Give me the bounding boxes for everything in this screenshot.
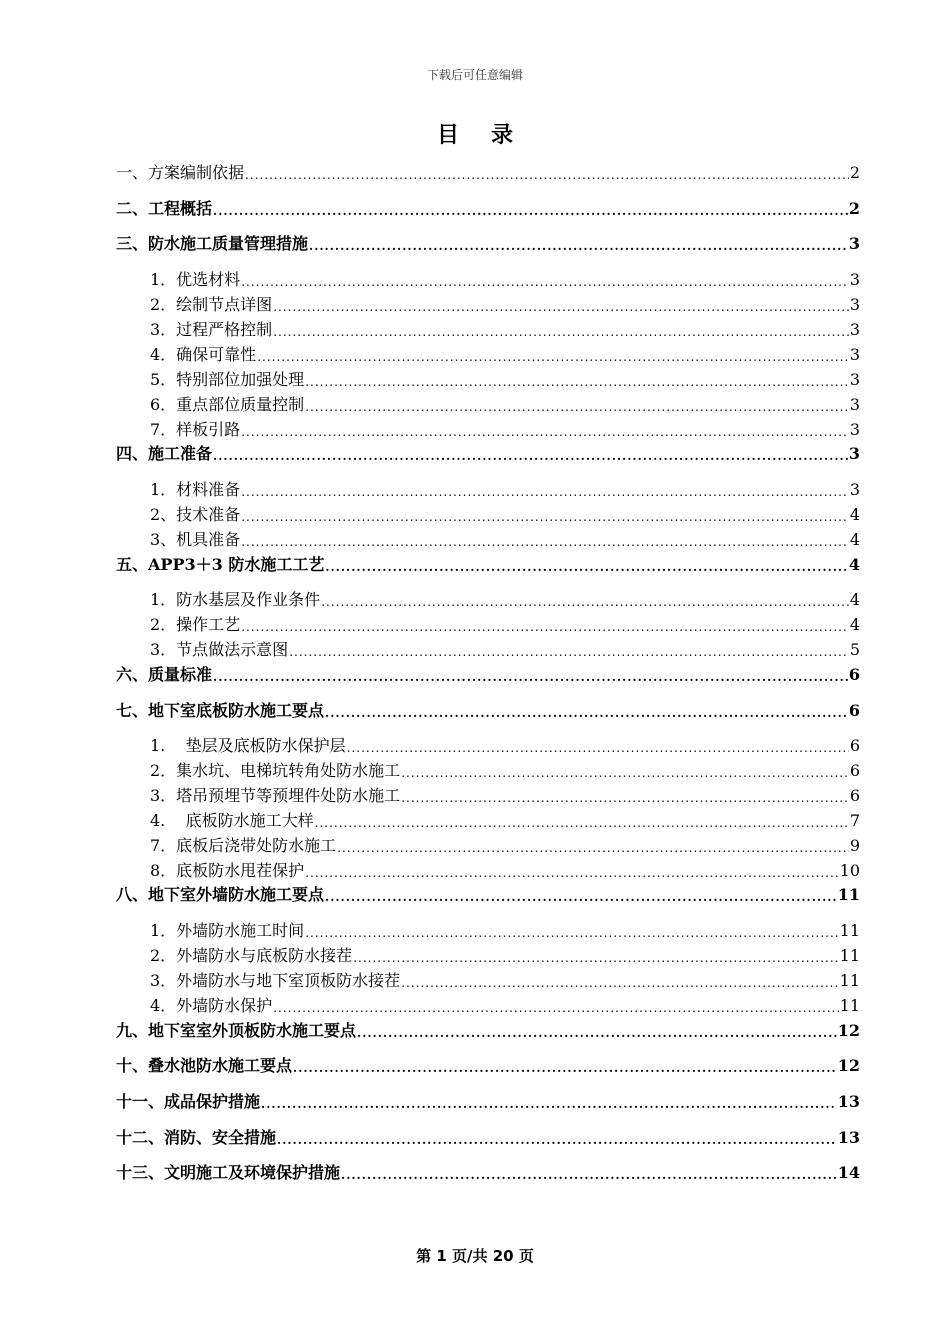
toc-leader-dots [315, 816, 849, 830]
toc-entry-label: 十二、消防、安全措施 [116, 1128, 277, 1147]
toc-page-number: 6 [848, 701, 860, 720]
toc-subentry[interactable] [150, 587, 860, 609]
toc-leader-dots [353, 951, 838, 965]
toc-subentry[interactable] [150, 783, 860, 805]
title-char-left: 目 [436, 122, 459, 148]
toc-leader-dots [213, 449, 848, 463]
toc-entry-label: 4．确保可靠性 [150, 345, 257, 364]
toc-page-number: 6 [849, 761, 860, 780]
toc-leader-dots [277, 1133, 837, 1147]
toc-subentry[interactable] [150, 968, 860, 990]
toc-entry-label: 3．节点做法示意图 [150, 640, 289, 659]
toc-page-number: 3 [848, 444, 860, 463]
toc-subentry[interactable] [150, 417, 860, 439]
toc-leader-dots [337, 841, 849, 855]
toc-entry-label: 五、APP3＋3 防水施工工艺 [116, 555, 325, 574]
toc-page-number: 3 [849, 370, 860, 389]
toc-entry-label: 5．特别部位加强处理 [150, 370, 305, 389]
toc-subentry[interactable] [150, 317, 860, 339]
toc-subentry[interactable] [150, 858, 860, 880]
toc-page-number: 3 [849, 420, 860, 439]
toc-subentry[interactable] [150, 292, 860, 314]
toc-leader-dots [325, 560, 848, 574]
toc-entry[interactable] [116, 1018, 860, 1040]
toc-leader-dots [305, 926, 838, 940]
toc-leader-dots [341, 1168, 837, 1182]
toc-page-number: 11 [839, 946, 860, 965]
toc-page-number: 4 [849, 590, 860, 609]
toc-entry-label: 十三、文明施工及环境保护措施 [116, 1163, 341, 1182]
toc-page-number: 11 [839, 971, 860, 990]
toc-leader-dots [401, 791, 849, 805]
toc-leader-dots [213, 204, 848, 218]
toc-page-number: 2 [849, 163, 860, 182]
toc-entry-label: 4. 底板防水施工大样 [150, 811, 314, 830]
toc-subentry[interactable] [150, 502, 860, 524]
toc-leader-dots [273, 325, 849, 339]
toc-entry[interactable] [116, 552, 860, 574]
toc-page-number: 3 [849, 270, 860, 289]
toc-entry-label: 十一、成品保护措施 [116, 1092, 261, 1111]
toc-entry-label: 2．外墙防水与底板防水接茬 [150, 946, 353, 965]
toc-leader-dots [309, 239, 848, 253]
toc-page-number: 10 [839, 861, 860, 880]
toc-entry[interactable] [116, 231, 860, 253]
toc-page-number: 2 [848, 199, 860, 218]
toc-page-number: 6 [849, 786, 860, 805]
toc-subentry[interactable] [150, 477, 860, 499]
toc-page-number: 6 [849, 736, 860, 755]
toc-page-number: 13 [837, 1092, 860, 1111]
toc-entry-label: 六、质量标准 [116, 665, 213, 684]
toc-page-number: 12 [837, 1056, 860, 1075]
toc-entry-label: 3．过程严格控制 [150, 320, 273, 339]
toc-leader-dots [241, 620, 849, 634]
toc-page-number: 5 [849, 640, 860, 659]
toc-page-number: 3 [849, 345, 860, 364]
toc-entry[interactable] [116, 160, 860, 182]
toc-leader-dots [401, 766, 849, 780]
toc-leader-dots [325, 890, 837, 904]
toc-page-number: 3 [849, 295, 860, 314]
toc-leader-dots [357, 1026, 837, 1040]
toc-subentry[interactable] [150, 833, 860, 855]
toc-entry-label: 3、机具准备 [150, 530, 241, 549]
toc-leader-dots [241, 425, 849, 439]
toc-entry-label: 8．底板防水甩茬保护 [150, 861, 305, 880]
toc-leader-dots [241, 510, 849, 524]
toc-entry-label: 2．绘制节点详图 [150, 295, 273, 314]
toc-entry[interactable] [116, 698, 860, 720]
toc-leader-dots [245, 168, 849, 182]
toc-entry-label: 6．重点部位质量控制 [150, 395, 305, 414]
toc-entry-label: 三、防水施工质量管理措施 [116, 234, 309, 253]
toc-entry-label: 八、地下室外墙防水施工要点 [116, 885, 325, 904]
toc-leader-dots [213, 670, 848, 684]
toc-subentry[interactable] [150, 612, 860, 634]
toc-subentry[interactable] [150, 733, 860, 755]
toc-subentry[interactable] [150, 993, 860, 1015]
toc-entry-label: 1．防水基层及作业条件 [150, 590, 321, 609]
toc-leader-dots [305, 400, 849, 414]
toc-entry-label: 1．外墙防水施工时间 [150, 921, 305, 940]
toc-entry-label: 四、施工准备 [116, 444, 213, 463]
toc-page-number: 7 [849, 811, 860, 830]
toc-page-number: 4 [848, 555, 860, 574]
toc-entry[interactable] [116, 1160, 860, 1182]
toc-subentry[interactable] [150, 637, 860, 659]
toc-entry[interactable] [116, 662, 860, 684]
toc-leader-dots [305, 375, 849, 389]
toc-page-number: 9 [849, 836, 860, 855]
toc-entry-label: 十、叠水池防水施工要点 [116, 1056, 293, 1075]
toc-entry[interactable] [116, 196, 860, 218]
toc-subentry[interactable] [150, 267, 860, 289]
toc-page-number: 6 [848, 665, 860, 684]
toc-subentry[interactable] [150, 918, 860, 940]
toc-leader-dots [241, 485, 849, 499]
toc-page-number: 11 [837, 885, 860, 904]
toc-leader-dots [261, 1097, 837, 1111]
title-char-right: 录 [491, 122, 514, 148]
toc-entry-label: 3．外墙防水与地下室顶板防水接茬 [150, 971, 401, 990]
toc-entry-label: 3．塔吊预埋节等预埋件处防水施工 [150, 786, 401, 805]
toc-page-number: 11 [839, 996, 860, 1015]
toc-subentry[interactable] [150, 392, 860, 414]
toc-entry-label: 1．优选材料 [150, 270, 241, 289]
toc-entry-label: 二、工程概括 [116, 199, 213, 218]
toc-entry[interactable] [116, 882, 860, 904]
toc-entry[interactable] [116, 1125, 860, 1147]
toc-entry-label: 7．样板引路 [150, 420, 241, 439]
toc-entry-label: 1. 垫层及底板防水保护层 [150, 736, 346, 755]
toc-leader-dots [325, 706, 848, 720]
toc-subentry[interactable] [150, 808, 860, 830]
toc-page-number: 12 [837, 1021, 860, 1040]
toc-entry[interactable] [116, 1053, 860, 1075]
toc-entry-label: 2、技术准备 [150, 505, 241, 524]
toc-page-number: 3 [849, 320, 860, 339]
toc-leader-dots [293, 1061, 837, 1075]
toc-page-number: 13 [837, 1128, 860, 1147]
toc-leader-dots [289, 645, 849, 659]
toc-entry-label: 1．材料准备 [150, 480, 241, 499]
toc-leader-dots [273, 1001, 838, 1015]
toc-subentry[interactable] [150, 367, 860, 389]
toc-subentry[interactable] [150, 943, 860, 965]
toc-leader-dots [305, 866, 838, 880]
toc-page-number: 11 [839, 921, 860, 940]
toc-leader-dots [273, 300, 849, 314]
toc-leader-dots [401, 976, 838, 990]
toc-leader-dots [321, 595, 849, 609]
toc-leader-dots [241, 275, 849, 289]
toc-entry[interactable] [116, 1089, 860, 1111]
toc-entry-label: 一、方案编制依据 [116, 163, 245, 182]
toc-subentry[interactable] [150, 758, 860, 780]
toc-subentry[interactable] [150, 527, 860, 549]
toc-entry-label: 七、地下室底板防水施工要点 [116, 701, 325, 720]
toc-page-number: 4 [849, 615, 860, 634]
toc-subentry[interactable] [150, 342, 860, 364]
toc-entry-label: 4．外墙防水保护 [150, 996, 273, 1015]
toc-entry-label: 2．集水坑、电梯坑转角处防水施工 [150, 761, 401, 780]
toc-entry-label: 九、地下室室外顶板防水施工要点 [116, 1021, 357, 1040]
toc-entry-label: 2．操作工艺 [150, 615, 241, 634]
toc-page-number: 3 [848, 234, 860, 253]
toc-page-number: 14 [837, 1163, 860, 1182]
page-footer: 第 1 页/共 20 页 [416, 1247, 534, 1265]
toc-leader-dots [241, 535, 849, 549]
toc-page-number: 3 [849, 395, 860, 414]
toc-page-number: 3 [849, 480, 860, 499]
toc-page-number: 4 [849, 505, 860, 524]
toc-leader-dots [257, 350, 849, 364]
toc-entry-label: 7．底板后浇带处防水施工 [150, 836, 337, 855]
toc-page-number: 4 [849, 530, 860, 549]
toc-leader-dots [347, 741, 849, 755]
toc-entry[interactable] [116, 441, 860, 463]
header-note: 下载后可任意编辑 [426, 68, 523, 82]
